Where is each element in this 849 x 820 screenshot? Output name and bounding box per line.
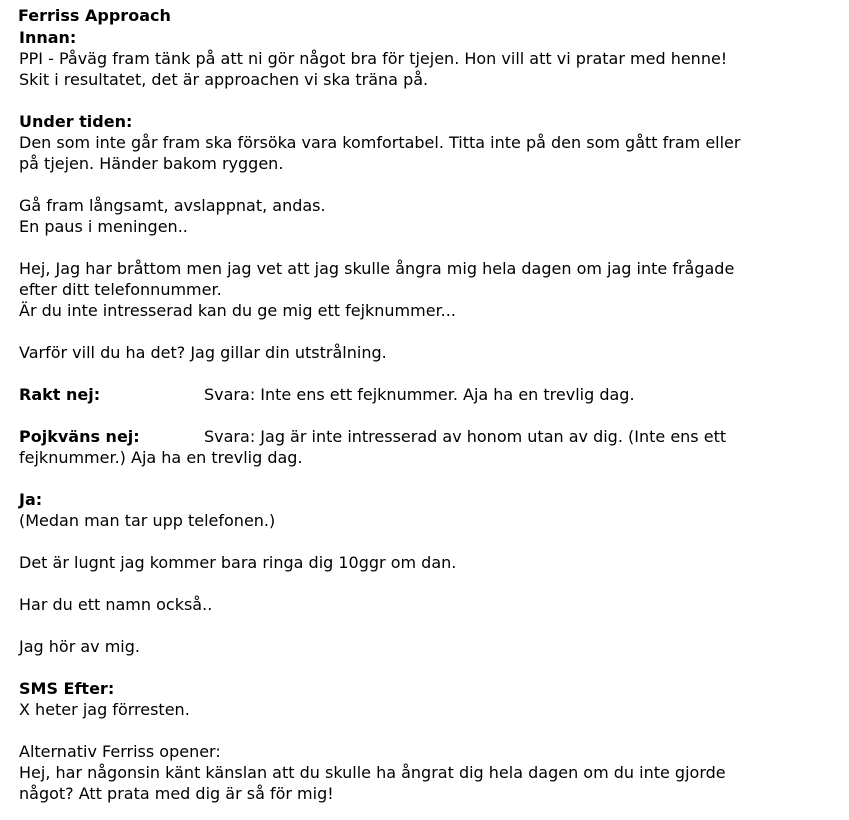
spacer [19, 657, 839, 678]
pojkvans-nej-row [19, 426, 839, 447]
spacer [19, 573, 839, 594]
under-tiden-line-2: på tjejen. Händer bakom ryggen. [19, 154, 284, 173]
pojkvans-nej-text: Svara: Jag är inte intresserad av honom utan av dig. (Inte ens ett [204, 427, 727, 446]
ja-heading: Ja: [19, 490, 43, 509]
under-tiden-line-1: Den som inte går fram ska försöka vara komfortabel. Titta inte på den som gått fram eller [19, 133, 741, 152]
spacer [19, 615, 839, 636]
innan-line-1: PPI - Påväg fram tänk på att ni gör något bra för tjejen. Hon vill att vi pratar med henne! [19, 49, 728, 68]
ja-line-3: Har du ett namn också.. [19, 595, 213, 614]
ja-line-2: Det är lugnt jag kommer bara ringa dig 10ggr om dan. [19, 553, 457, 572]
approach-line-2: En paus i meningen.. [19, 217, 188, 236]
pojkvans-nej-label: Pojkväns nej: [19, 427, 140, 446]
spacer [19, 90, 839, 111]
document [19, 5, 839, 804]
rakt-nej-text: Svara: Inte ens ett fejknummer. Aja ha en trevlig dag. [204, 385, 635, 404]
spacer [19, 237, 839, 258]
approach-line-1: Gå fram långsamt, avslappnat, andas. [19, 196, 326, 215]
opener-line-3: Är du inte intresserad kan du ge mig ett fejknummer... [19, 301, 456, 320]
sms-efter-line-1: X heter jag förresten. [19, 700, 190, 719]
spacer [19, 321, 839, 342]
spacer [19, 468, 839, 489]
opener-line-2: efter ditt telefonnummer. [19, 280, 222, 299]
alternativ-line-2: något? Att prata med dig är så för mig! [19, 784, 334, 803]
spacer [19, 405, 839, 426]
sms-efter-heading: SMS Efter: [19, 679, 115, 698]
spacer [19, 363, 839, 384]
spacer [19, 720, 839, 741]
ja-line-4: Jag hör av mig. [19, 637, 140, 656]
opener-line-1: Hej, Jag har bråttom men jag vet att jag skulle ångra mig hela dagen om jag inte frågade [19, 259, 735, 278]
spacer [19, 174, 839, 195]
under-tiden-heading: Under tiden: [19, 112, 133, 131]
rakt-nej-label: Rakt nej: [19, 385, 101, 404]
innan-heading: Innan: [19, 28, 77, 47]
innan-line-2: Skit i resultatet, det är approachen vi ska träna på. [19, 70, 429, 89]
document-title: Ferriss Approach [18, 6, 171, 25]
rakt-nej-row [19, 384, 839, 405]
spacer [19, 531, 839, 552]
alternativ-line-1: Hej, har någonsin känt känslan att du skulle ha ångrat dig hela dagen om du inte gjorde [19, 763, 726, 782]
why-line: Varför vill du ha det? Jag gillar din utstrålning. [19, 343, 387, 362]
pojkvans-nej-continuation: fejknummer.) Aja ha en trevlig dag. [19, 448, 303, 467]
ja-line-1: (Medan man tar upp telefonen.) [19, 511, 276, 530]
alternativ-heading: Alternativ Ferriss opener: [19, 742, 221, 761]
